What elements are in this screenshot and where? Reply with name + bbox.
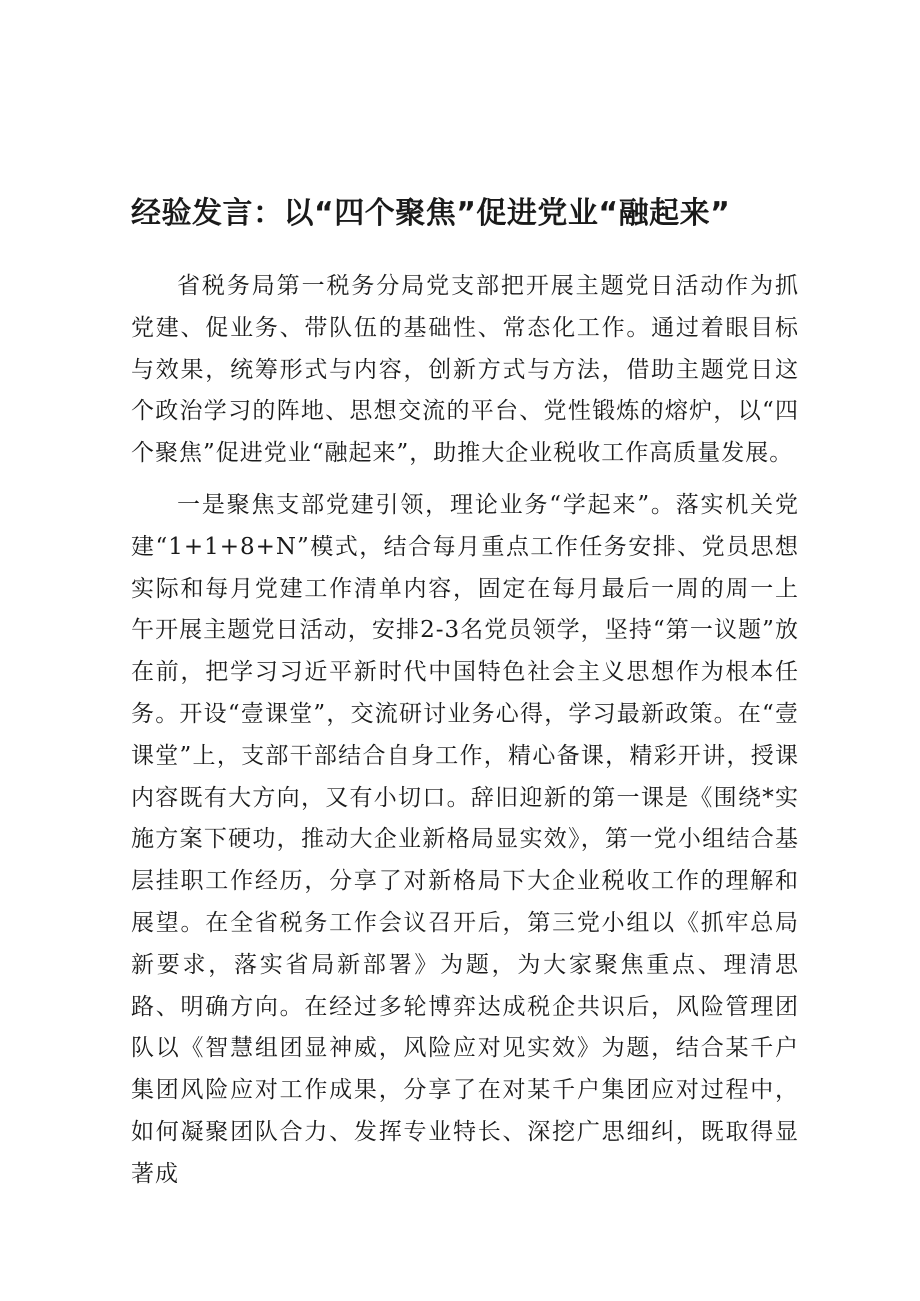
paragraph-intro: 省税务局第一税务分局党支部把开展主题党日活动作为抓党建、促业务、带队伍的基础性、常态化工作。通过着眼目标与效果，统筹形式与内容，创新方式与方法，借助主题党日这个政治学习的阵地、思想交流的平台、党性锻炼的熔炉，以“四个聚焦”促进党业“融起来”，助推大企业税收工作高质量发展。 [131, 273, 799, 467]
document-title: 经验发言：以“四个聚焦”促进党业“融起来” [131, 196, 731, 231]
paragraph-point-one: 一是聚焦支部党建引领，理论业务“学起来”。落实机关党建“1+1+8+N”模式，结合每月重点工作任务安排、党员思想实际和每月党建工作清单内容，固定在每月最后一周的周一上午开展主题党日活动，安排2-3名党员领学，坚持“第一议题”放在前，把学习习近平新时代中国特色社会主义思想作为根本任务。开设“壹课堂”，交流研讨业务心得，学习最新政策。在“壹课堂”上，支部干部结合自身工作，精心备课，精彩开讲，授课内容既有大方向，又有小切口。辞旧迎新的第一课是《围绕*实施方案下硬功，推动大企业新格局显实效》，第一党小组结合基层挂职工作经历，分享了对新格局下大企业税收工作的理解和展望。在全省税务工作会议召开后，第三党小组以《抓牢总局新要求，落实省局新部署》为题，为大家聚焦重点、理清思路、明确方向。在经过多轮博弈达成税企共识后，风险管理团队以《智慧组团显神威，风险应对见实效》为题，结合某千户集团风险应对工作成果，分享了在对某千户集团应对过程中，如何凝聚团队合力、发挥专业特长、深挖广思细纠，既取得显著成 [131, 491, 799, 1187]
document-body [131, 192, 799, 1196]
